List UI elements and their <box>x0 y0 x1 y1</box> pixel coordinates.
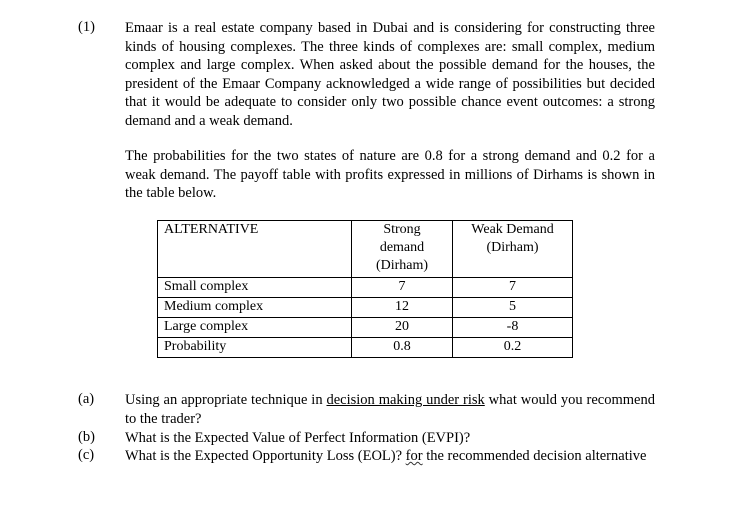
table-row <box>158 338 573 358</box>
question-a <box>125 391 655 428</box>
row-label: Medium complex <box>158 298 352 318</box>
row-label: Probability <box>158 338 352 358</box>
question-a-underlined: decision making under risk <box>326 392 485 408</box>
question-b-label: (b) <box>78 429 95 445</box>
header-alternative: ALTERNATIVE <box>158 221 352 278</box>
header-weak-line2: (Dirham) <box>486 240 539 255</box>
table-row <box>158 318 573 338</box>
question-c-text-pre: What is the Expected Opportunity Loss (EOL)? <box>125 448 406 464</box>
question-c <box>125 447 655 466</box>
row-label: Small complex <box>158 278 352 298</box>
question-a-text-pre: Using an appropriate technique in <box>125 392 327 408</box>
row-weak-value: -8 <box>453 318 573 338</box>
row-strong-value: 7 <box>352 278 453 298</box>
header-weak-line1: Weak Demand <box>471 222 554 237</box>
question-b: What is the Expected Value of Perfect Information (EVPI)? <box>125 430 471 446</box>
header-strong-line3: (Dirham) <box>375 258 429 273</box>
row-weak-value: 5 <box>453 298 573 318</box>
row-weak-value: 0.2 <box>453 338 573 358</box>
row-strong-value: 0.8 <box>352 338 453 358</box>
problem-paragraph-1: Emaar is a real estate company based in Dubai and is considering for constructing three kinds of housing complexes. The three kinds of complexes are: small complex, medium complex and large complex. When asked about the possible demand for the houses, the president of the Emaar Company acknowledged a wide range of possibilities but decided that it would be adequate to consider only two possible chance event outcomes: a strong demand and a weak demand. <box>125 20 655 129</box>
row-label: Large complex <box>158 318 352 338</box>
question-a-text-post: what would you recommend to the trader? <box>125 392 655 427</box>
header-strong-line2: demand <box>379 240 425 255</box>
header-strong-line1: Strong <box>383 222 421 237</box>
table-header-row <box>158 221 573 278</box>
question-c-underlined: for <box>405 448 423 464</box>
row-strong-value: 12 <box>352 298 453 318</box>
problem-paragraph-2: The probabilities for the two states of nature are 0.8 for a strong demand and 0.2 for a weak demand. The payoff table with profits expressed in millions of Dirhams is shown in the table below. <box>125 148 655 202</box>
payoff-table <box>157 220 573 358</box>
problem-number: (1) <box>78 19 95 35</box>
question-a-label: (a) <box>78 391 95 407</box>
row-strong-value: 20 <box>352 318 453 338</box>
table-row <box>158 278 573 298</box>
question-c-label: (c) <box>78 447 95 463</box>
question-c-text-post: the recommended decision alternative <box>422 448 647 464</box>
header-weak-demand <box>453 221 573 278</box>
header-strong-demand <box>352 221 453 278</box>
table-row <box>158 298 573 318</box>
row-weak-value: 7 <box>453 278 573 298</box>
